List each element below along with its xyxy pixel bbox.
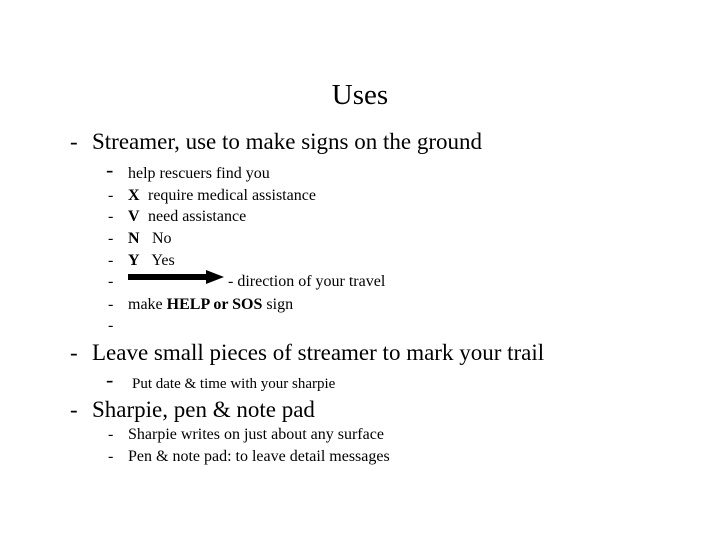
sub-bullet-marker: - xyxy=(108,273,114,290)
sub-bullet-marker: - xyxy=(108,187,114,204)
sub-bullet-text: Pen & note pad: to leave detail messages xyxy=(128,448,390,465)
signal-meaning: No xyxy=(152,230,172,247)
sub-bullet-marker: - xyxy=(108,426,114,443)
signal-meaning: Yes xyxy=(151,252,175,269)
help-sos-suffix: sign xyxy=(262,296,294,313)
signal-code: N xyxy=(128,230,140,247)
sub-bullet-marker: - xyxy=(108,296,114,313)
bullet-text: Leave small pieces of streamer to mark your trail xyxy=(92,340,545,365)
sub-bullet-text: Put date & time with your sharpie xyxy=(132,376,336,392)
bullet-text: Streamer, use to make signs on the ground xyxy=(92,129,483,154)
bullet-marker: - xyxy=(70,129,78,154)
bullet-marker: - xyxy=(70,397,78,422)
slide-title xyxy=(0,78,720,112)
signal-meaning: need assistance xyxy=(148,208,247,225)
help-sos-bold: HELP or SOS xyxy=(166,296,263,313)
sub-bullet-marker: - xyxy=(108,208,114,225)
direction-text: - direction of your travel xyxy=(228,273,386,290)
sub-bullet-marker: - xyxy=(108,230,114,247)
sub-bullet-text: Sharpie writes on just about any surface xyxy=(128,426,384,443)
right-arrow-icon xyxy=(128,270,224,290)
slide-title-text: Uses xyxy=(331,79,389,111)
sub-bullet-marker: - xyxy=(108,252,114,269)
sub-bullet-marker: - xyxy=(108,448,114,465)
signal-code: Y xyxy=(128,252,140,269)
help-sos-prefix: make xyxy=(128,296,167,313)
signal-code: X xyxy=(128,187,140,204)
signal-code: V xyxy=(128,208,140,225)
sub-bullet-marker: - xyxy=(106,157,114,182)
bullet-marker: - xyxy=(70,340,78,365)
sub-bullet-text: help rescuers find you xyxy=(128,165,270,182)
signal-meaning: require medical assistance xyxy=(148,187,316,204)
bullet-text: Sharpie, pen & note pad xyxy=(92,397,315,422)
sub-bullet-marker: - xyxy=(106,367,114,392)
sub-bullet-marker: - xyxy=(108,317,114,334)
